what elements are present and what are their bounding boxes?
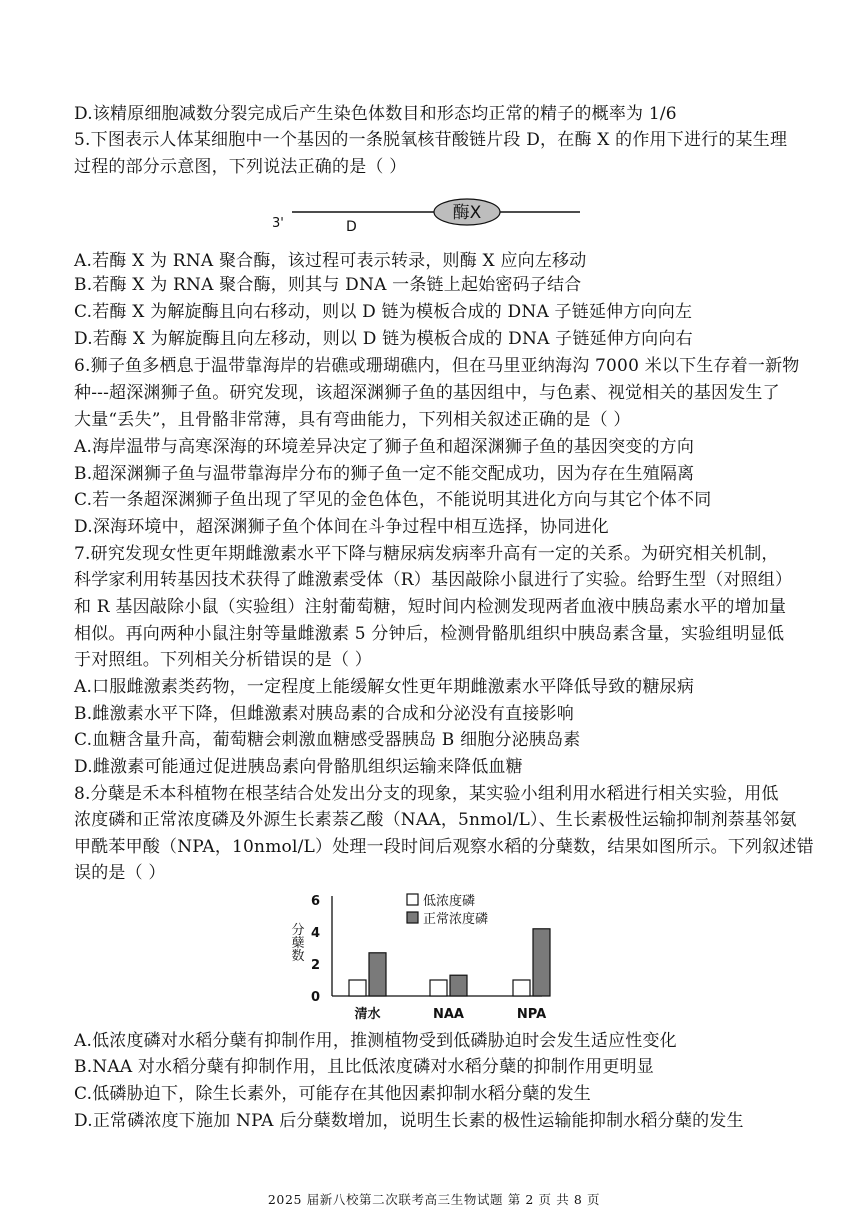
text-line: C.血糖含量升高，葡萄糖会刺激血糖感受器胰岛 B 细胞分泌胰岛素 (74, 730, 581, 750)
text-line: D.深海环境中，超深渊狮子鱼个体间在斗争过程中相互选择，协同进化 (74, 517, 609, 537)
text-line: B.超深渊狮子鱼与温带靠海岸分布的狮子鱼一定不能交配成功，因为存在生殖隔离 (74, 464, 695, 484)
text-line: A.若酶 X 为 RNA 聚合酶，该过程可表示转录，则酶 X 应向左移动 (74, 251, 587, 271)
bar-NAA-正常浓度磷 (450, 975, 467, 996)
y-tick-label: 4 (310, 926, 320, 941)
strand-label-d: D (346, 219, 357, 235)
text-line: A.口服雌激素类药物，一定程度上能缓解女性更年期雌激素水平降低导致的糖尿病 (74, 677, 695, 697)
text-line: 于对照组。下列相关分析错误的是（ ） (74, 650, 373, 670)
bar-NPA-正常浓度磷 (533, 929, 550, 996)
x-tick-label: NPA (516, 1007, 547, 1022)
legend-swatch (407, 894, 418, 905)
text-line: B.NAA 对水稻分蘖有抑制作用，且比低浓度磷对水稻分蘖的抑制作用更明显 (74, 1057, 654, 1077)
text-line: 科学家利用转基因技术获得了雌激素受体（R）基因敲除小鼠进行了实验。给野生型（对照组） (74, 570, 793, 590)
text-line: A.海岸温带与高寒深海的环境差异决定了狮子鱼和超深渊狮子鱼的基因突变的方向 (74, 437, 695, 457)
text-line: 和 R 基因敲除小鼠（实验组）注射葡萄糖，短时间内检测发现两者血液中胰岛素水平的增加量 (74, 597, 787, 617)
tiller-chart (282, 884, 552, 1026)
text-line: 浓度磷和正常浓度磷及外源生长素萘乙酸（NAA，5nmol/L）、生长素极性运输抑制剂萘基邻氨 (74, 810, 797, 830)
text-line: B.雌激素水平下降，但雌激素对胰岛素的合成和分泌没有直接影响 (74, 704, 574, 724)
legend-swatch (407, 912, 418, 923)
text-line: A.低浓度磷对水稻分蘖有抑制作用，推测植物受到低磷胁迫时会发生适应性变化 (74, 1031, 677, 1051)
x-tick-label: NAA (432, 1007, 465, 1022)
y-tick-label: 2 (310, 958, 320, 973)
bar-NPA-低浓度磷 (513, 980, 530, 996)
end-label-3prime: 3' (272, 216, 284, 231)
page-footer: 2025 届新八校第二次联考高三生物试题 第 2 页 共 8 页 (267, 1192, 601, 1207)
text-line: C.若一条超深渊狮子鱼出现了罕见的金色体色，不能说明其进化方向与其它个体不同 (74, 490, 712, 510)
text-line: D.若酶 X 为解旋酶且向左移动，则以 D 链为模板合成的 DNA 子链延伸方向向右 (74, 329, 693, 349)
text-line: C.低磷胁迫下，除生长素外，可能存在其他因素抑制水稻分蘖的发生 (74, 1084, 592, 1104)
text-line: 种---超深渊狮子鱼。研究发现，该超深渊狮子鱼的基因组中，与色素、视觉相关的基因发生了 (74, 383, 780, 403)
y-axis-label: 分蘖数 (288, 922, 304, 962)
text-line: D.该精原细胞减数分裂完成后产生染色体数目和形态均正常的精子的概率为 1/6 (74, 104, 677, 124)
text-line: C.若酶 X 为解旋酶且向右移动，则以 D 链为模板合成的 DNA 子链延伸方向向左 (74, 302, 693, 322)
bar-NAA-低浓度磷 (430, 980, 447, 996)
text-line: 过程的部分示意图，下列说法正确的是（ ） (74, 157, 407, 177)
bar-清水-正常浓度磷 (369, 953, 386, 996)
text-line: D.正常磷浓度下施加 NPA 后分蘖数增加，说明生长素的极性运输能抑制水稻分蘖的发生 (74, 1111, 744, 1131)
text-line: 6.狮子鱼多栖息于温带靠海岸的岩礁或珊瑚礁内，但在马里亚纳海沟 7000 米以下生存着一新物 (74, 356, 800, 376)
x-tick-label: 清水 (354, 1007, 381, 1022)
y-tick-label: 6 (310, 894, 320, 909)
text-line: 5.下图表示人体某细胞中一个基因的一条脱氧核苷酸链片段 D，在酶 X 的作用下进行的某生理 (74, 130, 788, 150)
text-line: 误的是（ ） (74, 863, 166, 883)
legend-label: 低浓度磷 (423, 894, 476, 909)
text-line: 相似。再向两种小鼠注射等量雌激素 5 分钟后，检测骨骼肌组织中胰岛素含量，实验组明显低 (74, 624, 785, 644)
text-line: 8.分蘖是禾本科植物在根茎结合处发出分支的现象，某实验小组利用水稻进行相关实验，用低 (74, 784, 779, 804)
text-line: 7.研究发现女性更年期雌激素水平下降与糖尿病发病率升高有一定的关系。为研究相关机制， (74, 544, 779, 564)
text-line: D.雌激素可能通过促进胰岛素向骨骼肌组织运输来降低血糖 (74, 757, 523, 777)
text-line: 大量“丢失”，且骨骼非常薄，具有弯曲能力，下列相关叙述正确的是（ ） (74, 410, 631, 430)
bar-清水-低浓度磷 (349, 980, 366, 996)
y-tick-label: 0 (310, 990, 320, 1005)
enzyme-x-label: 酶X (452, 203, 482, 223)
text-line: 甲酰苯甲酸（NPA，10nmol/L）处理一段时间后观察水稻的分蘖数，结果如图所示。下列叙述错 (74, 837, 814, 857)
legend-label: 正常浓度磷 (423, 912, 489, 927)
enzyme-diagram (270, 195, 590, 237)
text-line: B.若酶 X 为 RNA 聚合酶，则其与 DNA 一条链上起始密码子结合 (74, 275, 582, 295)
